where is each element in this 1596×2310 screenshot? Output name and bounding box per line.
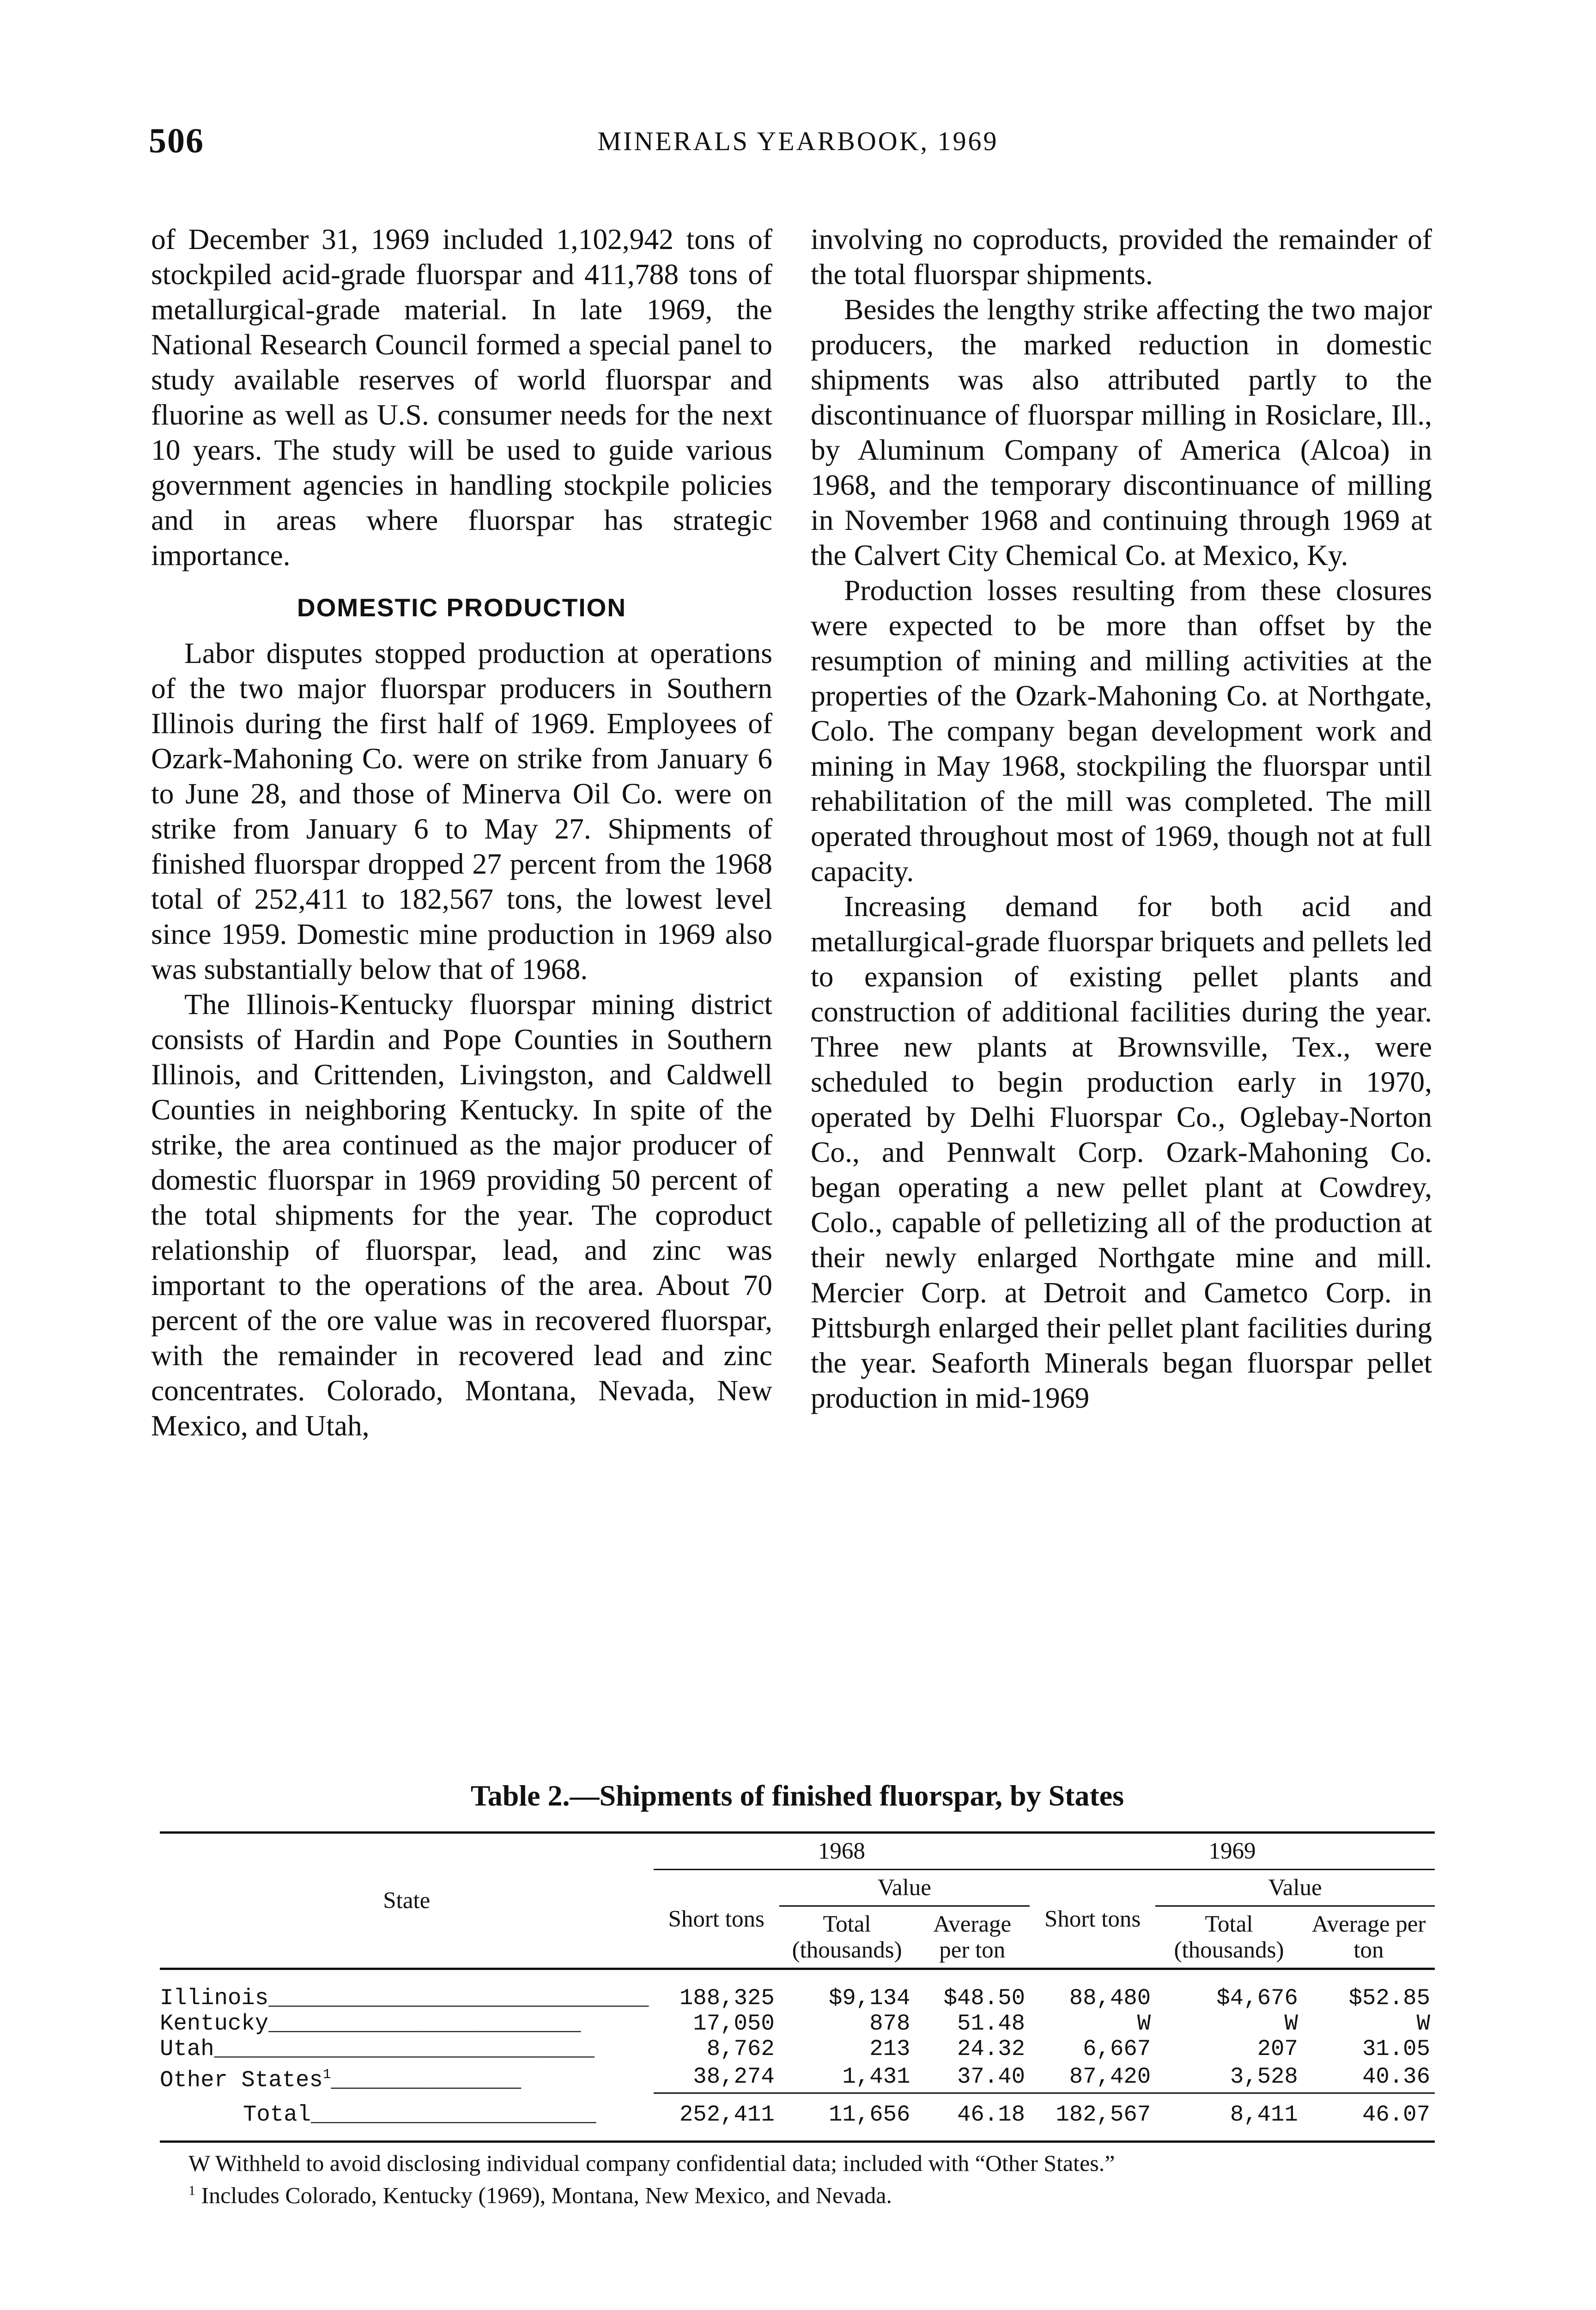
running-title: MINERALS YEARBOOK, 1969 xyxy=(597,126,999,156)
cell-average-1969: $52.85 xyxy=(1348,1985,1430,2011)
paragraph: The Illinois-Kentucky fluorspar mining district consists of Hardin and Pope Counties in Southern Illinois, and Crittenden, Livingston, and Caldwell Counties in neighboring Kentucky. In spite of the strike, the area continued as the major producer of domestic fluorspar in 1969 providing 50 percent of the total shipments for the year. The coproduct relationship of fluorspar, lead, and zinc was important to the operations of the area. About 70 percent of the ore value was in recovered fluorspar, with the remainder in recovered lead and zinc concentrates. Colorado, Montana, Nevada, New Mexico, and Utah, xyxy=(151,988,772,1442)
shipments-table-block xyxy=(160,1779,1435,2209)
cell-average-1968: 24.32 xyxy=(957,2036,1026,2062)
cell-short-tons-1968: 188,325 xyxy=(679,1985,775,2011)
paragraph: involving no coproducts, provided the remainder of the total fluorspar shipments. xyxy=(811,223,1432,291)
cell-total-1968: 213 xyxy=(869,2036,910,2062)
cell-short-tons-1969: 6,667 xyxy=(1083,2036,1151,2062)
footnote-1: $^1$ Includes Colorado, Kentucky (1969), Montana, New Mexico, and Nevada. xyxy=(188,2182,892,2208)
row-state-cell: Total_____________________ xyxy=(243,2101,596,2128)
table-title: Table 2.—Shipments of finished fluorspar, by States xyxy=(470,1779,1124,1812)
cell-total-1968: 1,431 xyxy=(779,2062,915,2093)
left-column xyxy=(151,222,772,1443)
table-row xyxy=(160,2036,1435,2062)
cell-average-1969: 31.05 xyxy=(1362,2036,1430,2062)
col-header-short-tons: Short tons xyxy=(668,1906,765,1932)
shipments-table xyxy=(160,1831,1435,2136)
col-header-state: State xyxy=(160,1833,654,1968)
paragraph: Besides the lengthy strike affecting the two major producers, the marked reduction in domestic shipments was also attributed partly to the discontinuance of fluorspar milling in Rosiclare, Ill., by Aluminum Company of America (Alcoa) in 1968, and the temporary discontinuance of milling in November 1968 and continuing through 1969 at the Calvert City Chemical Co. at Mexico, Ky. xyxy=(811,293,1432,571)
cell-short-tons-1968: 8,762 xyxy=(706,2036,775,2062)
row-state-cell: Illinois____________________________ xyxy=(160,1985,649,2011)
col-header-total: Total (thousands) xyxy=(1174,1911,1284,1963)
table-row xyxy=(160,1986,1435,2011)
footnote-w: W Withheld to avoid disclosing individual company confidential data; included with “Other States.” xyxy=(188,2150,1115,2176)
table-row xyxy=(160,2011,1435,2036)
cell-total-1969: 207 xyxy=(1257,2036,1298,2062)
cell-total-1968: $9,134 xyxy=(828,1985,910,2011)
col-header-average: Average per ton xyxy=(933,1911,1012,1963)
paragraph: of December 31, 1969 included 1,102,942 tons of stockpiled acid-grade fluorspar and 411,788 tons of metallurgical-grade material. In late 1969, the National Research Council formed a special panel to study available reserves of world fluorspar and fluorine as well as U.S. consumer needs for the next 10 years. The study will be used to guide various government agencies in handling stockpile policies and in areas where fluorspar has strategic importance. xyxy=(151,223,772,571)
col-header-value: Value xyxy=(779,1870,1030,1906)
cell-average-1968: 37.40 xyxy=(915,2062,1030,2093)
cell-average-1969: 40.36 xyxy=(1303,2062,1435,2093)
cell-total-1969: $4,676 xyxy=(1216,1985,1298,2011)
cell-average-1968: 46.18 xyxy=(957,2101,1026,2128)
col-header-average: Average per ton xyxy=(1311,1911,1426,1963)
cell-short-tons-1968: 252,411 xyxy=(679,2101,775,2128)
page-number: 506 xyxy=(149,122,204,160)
cell-short-tons-1969: W xyxy=(1137,2011,1151,2036)
paragraph: Production losses resulting from these closures were expected to be more than offset by the resumption of mining and milling activities at the properties of the Ozark-Mahoning Co. at Northgate, Colo. The company began development work and mining in May 1968, stockpiling the fluorspar until rehabilitation of the mill was completed. The mill operated throughout most of 1969, though not at full capacity. xyxy=(811,574,1432,888)
cell-average-1968: 51.48 xyxy=(957,2011,1026,2036)
paragraph: Increasing demand for both acid and metallurgical-grade fluorspar briquets and pellets led to expansion of existing pellet plants and construction of additional facilities during the year. Three new plants at Brownsville, Tex., were scheduled to begin production early in 1970, operated by Delhi Fluorspar Co., Oglebay-Norton Co., and Pennwalt Corp. Ozark-Mahoning Co. began operating a new pellet plant at Cowdrey, Colo., capable of pelletizing all of the production at their newly enlarged Northgate mine and mill. Mercier Corp. at Detroit and Cametco Corp. in Pittsburgh enlarged their pellet plant facilities during the year. Seaforth Minerals began fluorspar pellet production in mid-1969 xyxy=(811,890,1432,1414)
row-state-cell: Utah____________________________ xyxy=(160,2036,595,2062)
table-row xyxy=(160,2062,1435,2093)
cell-total-1969: 8,411 xyxy=(1230,2101,1298,2128)
cell-short-tons-1969: 87,420 xyxy=(1030,2062,1155,2093)
cell-short-tons-1968: 17,050 xyxy=(693,2011,775,2036)
table-total-row xyxy=(160,2102,1435,2128)
row-state-cell: Kentucky_______________________ xyxy=(160,2011,581,2036)
section-heading: DOMESTIC PRODUCTION xyxy=(297,593,627,622)
col-header-year-1969: 1969 xyxy=(1030,1833,1435,1870)
table-footnotes xyxy=(160,2140,1435,2209)
col-header-value: Value xyxy=(1155,1870,1435,1906)
cell-average-1968: $48.50 xyxy=(943,1985,1026,2011)
cell-short-tons-1968: 38,274 xyxy=(654,2062,779,2093)
paragraph: Labor disputes stopped production at operations of the two major fluorspar producers in Southern Illinois during the first half of 1969. Employees of Ozark-Mahoning Co. were on strike from January 6 to June 28, and those of Minerva Oil Co. were on strike from January 6 to May 27. Shipments of finished fluorspar dropped 27 percent from the 1968 total of 252,411 to 182,567 tons, the lowest level since 1959. Domestic mine production in 1969 also was substantially below that of 1968. xyxy=(151,637,772,985)
right-column xyxy=(811,222,1432,1416)
row-state-cell: Other States$^1$______________ xyxy=(160,2067,522,2093)
cell-total-1968: 11,656 xyxy=(828,2101,910,2128)
cell-total-1969: 3,528 xyxy=(1155,2062,1303,2093)
cell-total-1968: 878 xyxy=(869,2011,910,2036)
cell-short-tons-1969: 88,480 xyxy=(1069,1985,1151,2011)
col-header-short-tons: Short tons xyxy=(1044,1906,1141,1932)
page-header xyxy=(0,121,1596,163)
cell-average-1969: 46.07 xyxy=(1362,2101,1430,2128)
cell-total-1969: W xyxy=(1284,2011,1298,2036)
cell-short-tons-1969: 182,567 xyxy=(1056,2101,1151,2128)
col-header-year-1968: 1968 xyxy=(654,1833,1030,1870)
col-header-total: Total (thousands) xyxy=(792,1911,902,1963)
cell-average-1969: W xyxy=(1416,2011,1430,2036)
